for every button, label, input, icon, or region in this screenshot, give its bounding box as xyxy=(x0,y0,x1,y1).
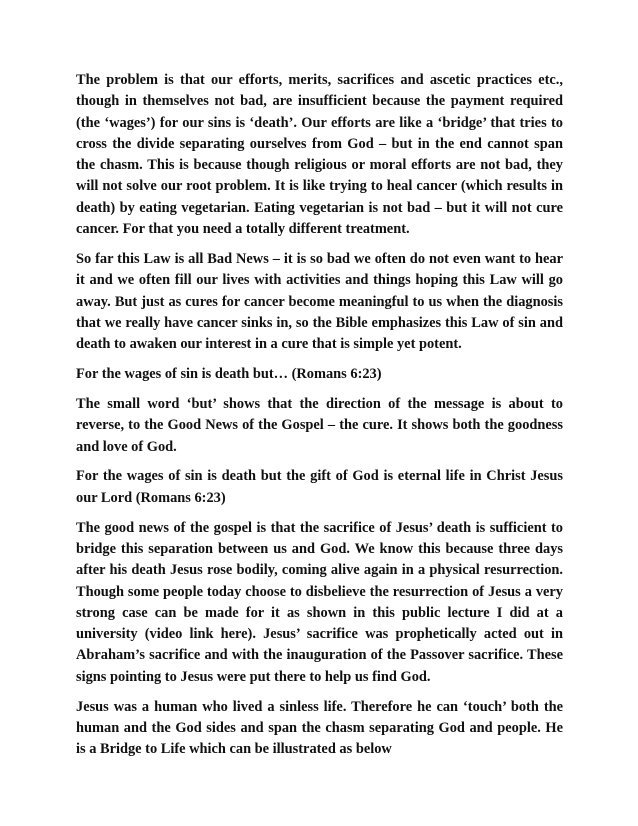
paragraph-romans-quote-partial: For the wages of sin is death but… (Romans 6:23) xyxy=(76,366,382,383)
paragraph-good-news-gospel: The good news of the gospel is that the sacrifice of Jesus’ death is sufficient to bridge this separation between us and God. We know this because three days after his death Jesus rose bodily, coming alive again in a physical resurrection. Though some people today choose to disbelieve the resurrection of Jesus a very strong case can be made for it as shown in this public lecture I did at a university (video link here). Jesus’ sacrifice was prophetically acted out in Abraham’s sacrifice and with the inauguration of the Passover sacrifice. These signs pointing to Jesus were put there to help us find God. xyxy=(76,519,563,685)
document-page xyxy=(76,70,563,769)
paragraph-bridge-to-life: Jesus was a human who lived a sinless life. Therefore he can ‘touch’ both the human and the God sides and span the chasm separating God and people. He is a Bridge to Life which can be illustrated as below xyxy=(76,698,563,758)
paragraph-problem-of-efforts: The problem is that our efforts, merits, sacrifices and ascetic practices etc., though in themselves not bad, are insufficient because the payment required (the ‘wages’) for our sins is ‘death’. Our efforts are like a ‘bridge’ that tries to cross the divide separating ourselves from God – but in the end cannot span the chasm. This is because though religious or moral efforts are not bad, they will not solve our root problem. It is like trying to heal cancer (which results in death) by eating vegetarian. Eating vegetarian is not bad – but it will not cure cancer. For that you need a totally different treatment. xyxy=(76,72,563,238)
paragraph-bad-news-law: So far this Law is all Bad News – it is so bad we often do not even want to hear it and we often fill our lives with activities and things hoping this Law will go away. But just as cures for cancer become meaningful to us when the diagnosis that we really have cancer sinks in, so the Bible emphasizes this Law of sin and death to awaken our interest in a cure that is simple yet potent. xyxy=(76,250,563,353)
paragraph-romans-quote-full: For the wages of sin is death but the gift of God is eternal life in Christ Jesus our Lord (Romans 6:23) xyxy=(76,468,563,506)
paragraph-small-word-but: The small word ‘but’ shows that the direction of the message is about to reverse, to the Good News of the Gospel – the cure. It shows both the goodness and love of God. xyxy=(76,395,563,455)
